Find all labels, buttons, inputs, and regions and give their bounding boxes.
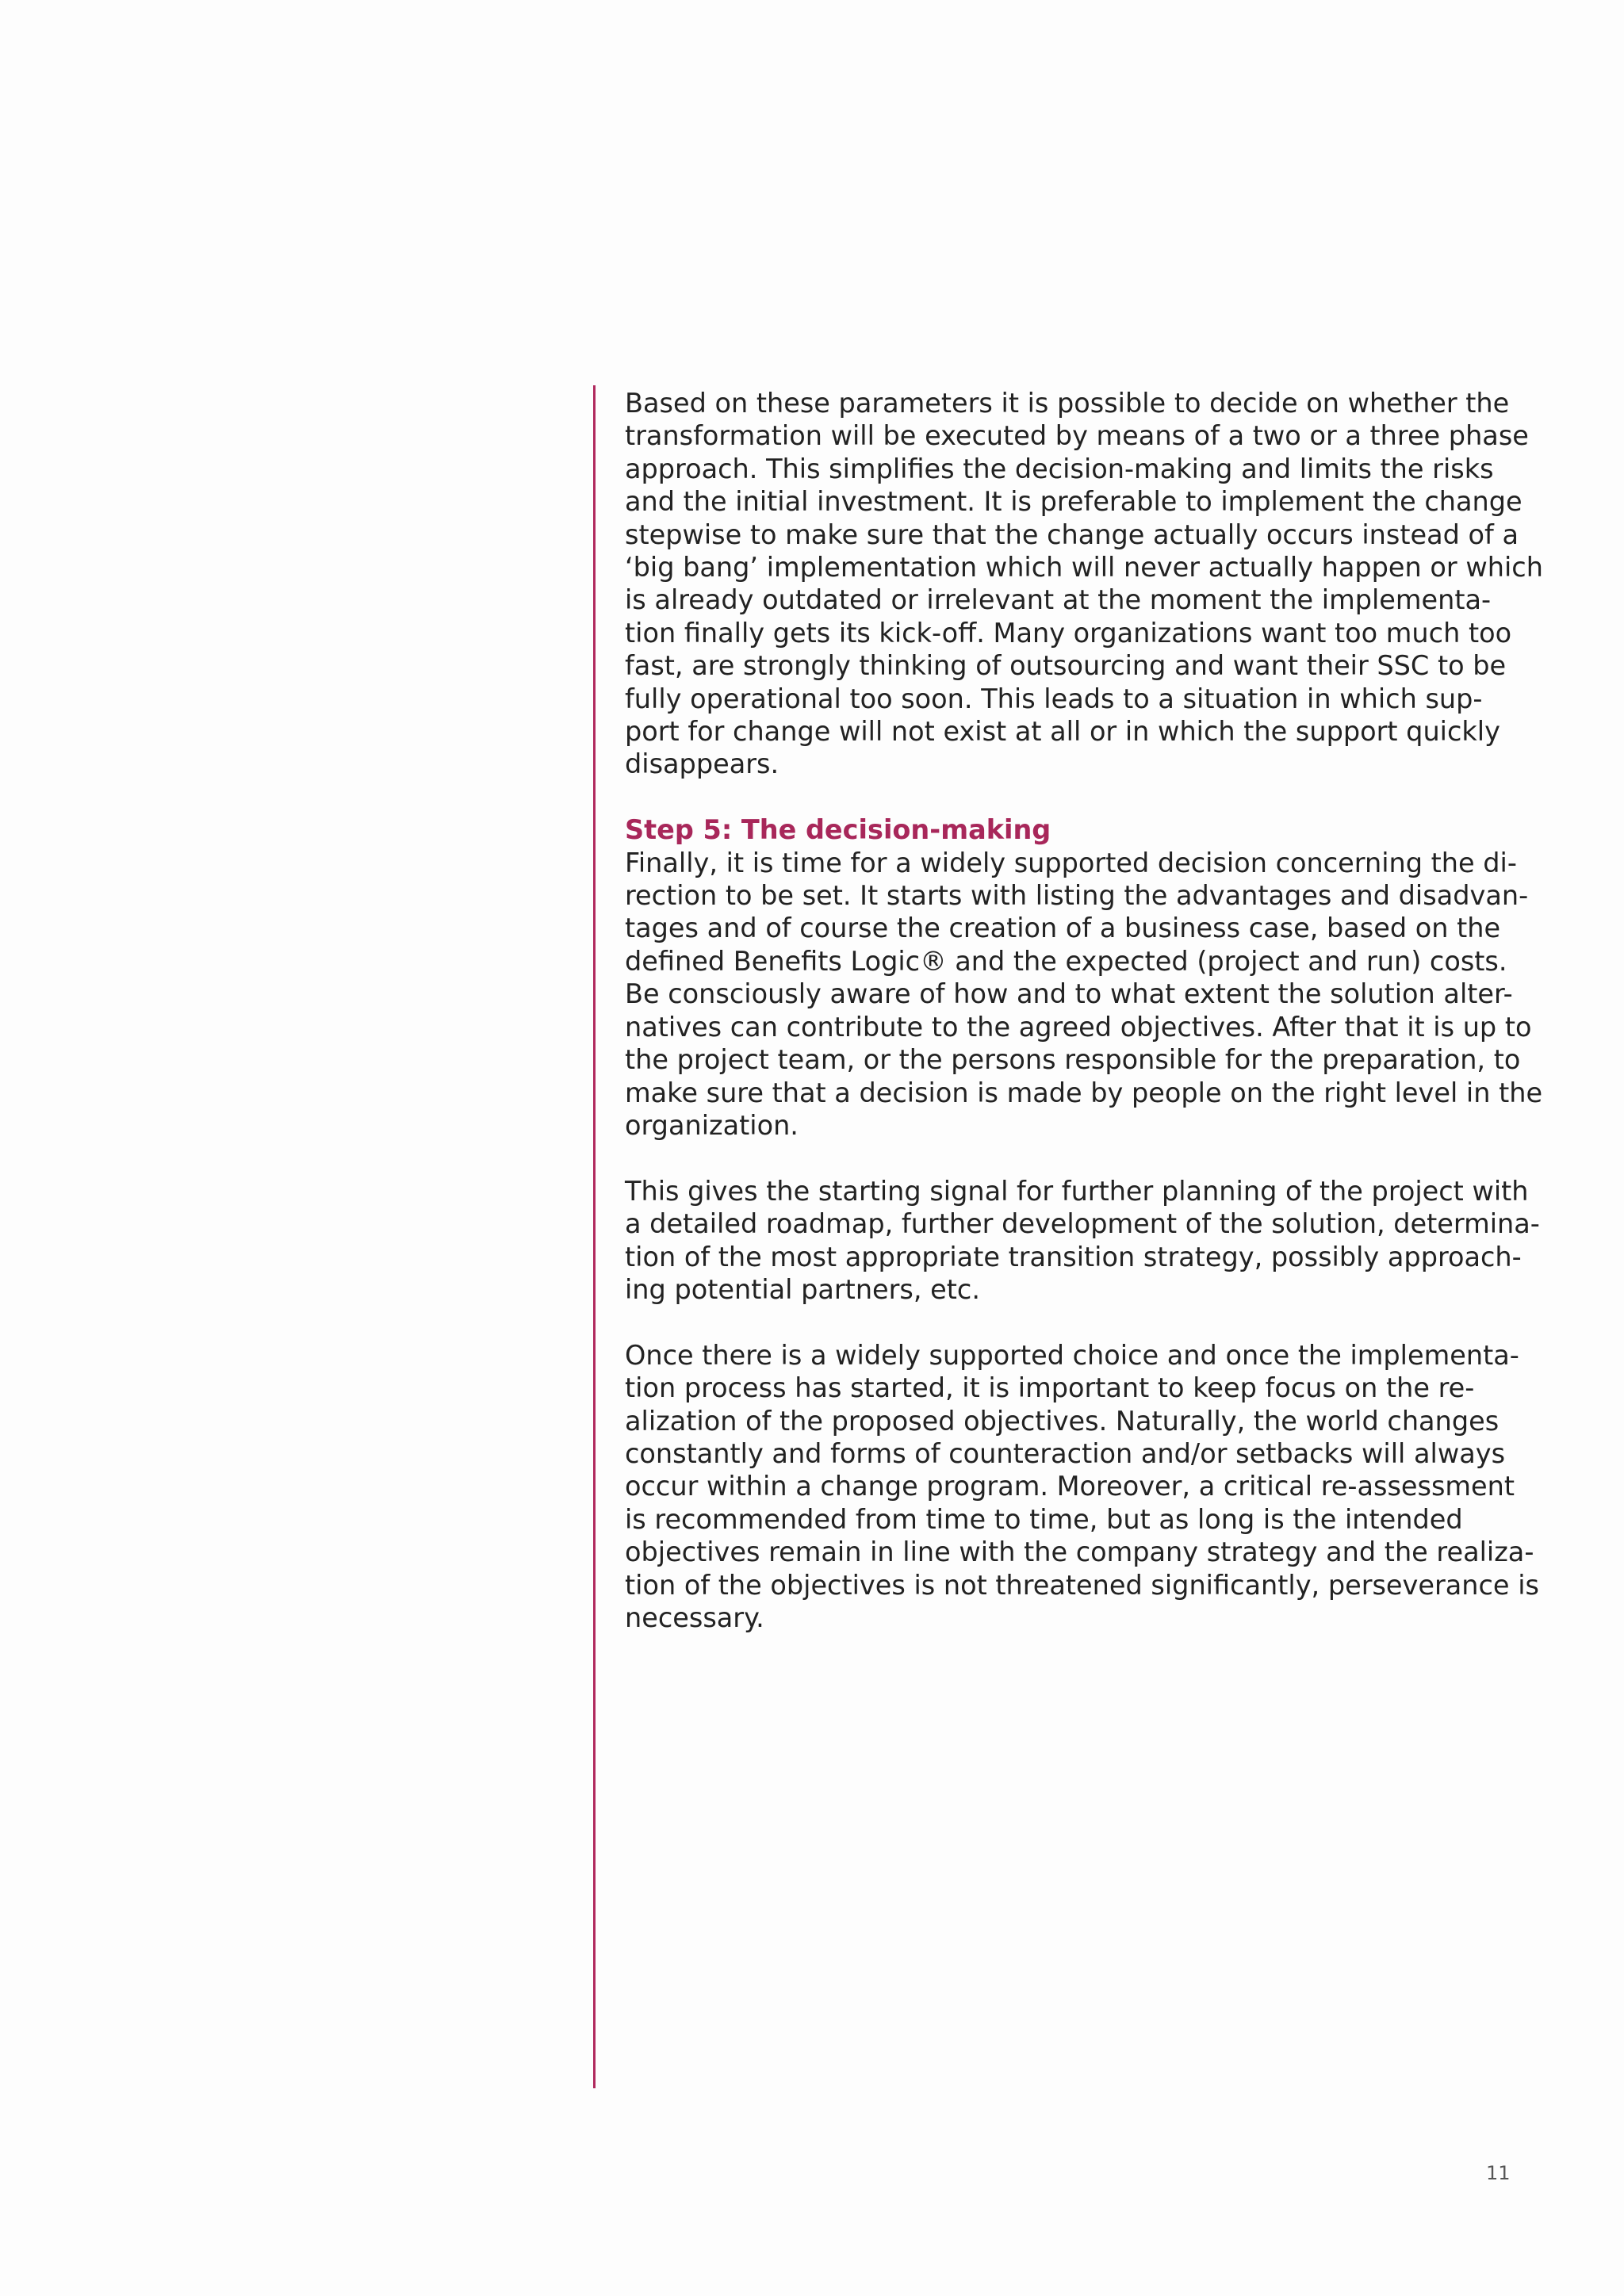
text-line: natives can contribute to the agreed objectives. After that it is up to	[625, 1011, 1532, 1043]
margin-rule	[593, 385, 596, 2088]
text-line: necessary.	[625, 1601, 764, 1633]
text-line: port for change will not exist at all or in which the support quickly	[625, 716, 1500, 748]
text-line: stepwise to make sure that the change actually occurs instead of a	[625, 519, 1519, 550]
text-line: Be consciously aware of how and to what extent the solution alter-	[625, 978, 1513, 1010]
article-body	[625, 387, 1561, 1667]
text-line: is recommended from time to time, but as long is the intended	[625, 1503, 1463, 1535]
text-line: Finally, it is time for a widely supported decision concerning the di-	[625, 847, 1517, 878]
text-line: fully operational too soon. This leads to a situation in which sup-	[625, 683, 1483, 714]
paragraph-decision-making	[625, 847, 1561, 1142]
page-number: 11	[1486, 2162, 1511, 2184]
text-line: transformation will be executed by means of a two or a three phase	[625, 420, 1529, 452]
text-line: Once there is a widely supported choice and once the implementa-	[625, 1339, 1519, 1371]
text-line: occur within a change program. Moreover, a critical re-assessment	[625, 1471, 1515, 1502]
paragraph-intro	[625, 387, 1561, 781]
text-line: approach. This simplifies the decision-making and limits the risks	[625, 453, 1494, 484]
text-line: constantly and forms of counteraction and/or setbacks will always	[625, 1437, 1506, 1469]
text-line: This gives the starting signal for further planning of the project with	[625, 1175, 1529, 1207]
text-line: make sure that a decision is made by people on the right level in the	[625, 1077, 1543, 1108]
text-line: fast, are strongly thinking of outsourcing and want their SSC to be	[625, 650, 1507, 682]
text-line: tion of the most appropriate transition strategy, possibly approach-	[625, 1241, 1522, 1272]
text-line: tion of the objectives is not threatened significantly, perseverance is	[625, 1569, 1539, 1601]
text-line: a detailed roadmap, further development of the solution, determina-	[625, 1208, 1540, 1240]
text-line: tion process has started, it is important to keep focus on the re-	[625, 1372, 1475, 1404]
text-line: defined Benefits Logic® and the expected (project and run) costs.	[625, 945, 1507, 977]
text-line: ing potential partners, etc.	[625, 1273, 980, 1305]
text-line: is already outdated or irrelevant at the moment the implementa-	[625, 584, 1492, 616]
text-line: organization.	[625, 1109, 799, 1141]
text-line: ‘big bang’ implementation which will never actually happen or which	[625, 552, 1543, 584]
text-line: tages and of course the creation of a business case, based on the	[625, 913, 1501, 944]
text-line: Based on these parameters it is possible to decide on whether the	[625, 388, 1510, 419]
paragraph-focus	[625, 1339, 1561, 1635]
paragraph-starting-signal	[625, 1175, 1561, 1307]
text-line: rection to be set. It starts with listing the advantages and disadvan-	[625, 880, 1529, 912]
step5-heading: Step 5: The decision-making	[625, 814, 1051, 846]
text-line: the project team, or the persons responsible for the preparation, to	[625, 1044, 1521, 1076]
text-line: and the initial investment. It is preferable to implement the change	[625, 486, 1522, 518]
text-line: objectives remain in line with the company strategy and the realiza-	[625, 1536, 1534, 1568]
text-line: alization of the proposed objectives. Naturally, the world changes	[625, 1405, 1500, 1437]
text-line: tion finally gets its kick-off. Many organizations want too much too	[625, 617, 1512, 649]
text-line: disappears.	[625, 748, 779, 780]
